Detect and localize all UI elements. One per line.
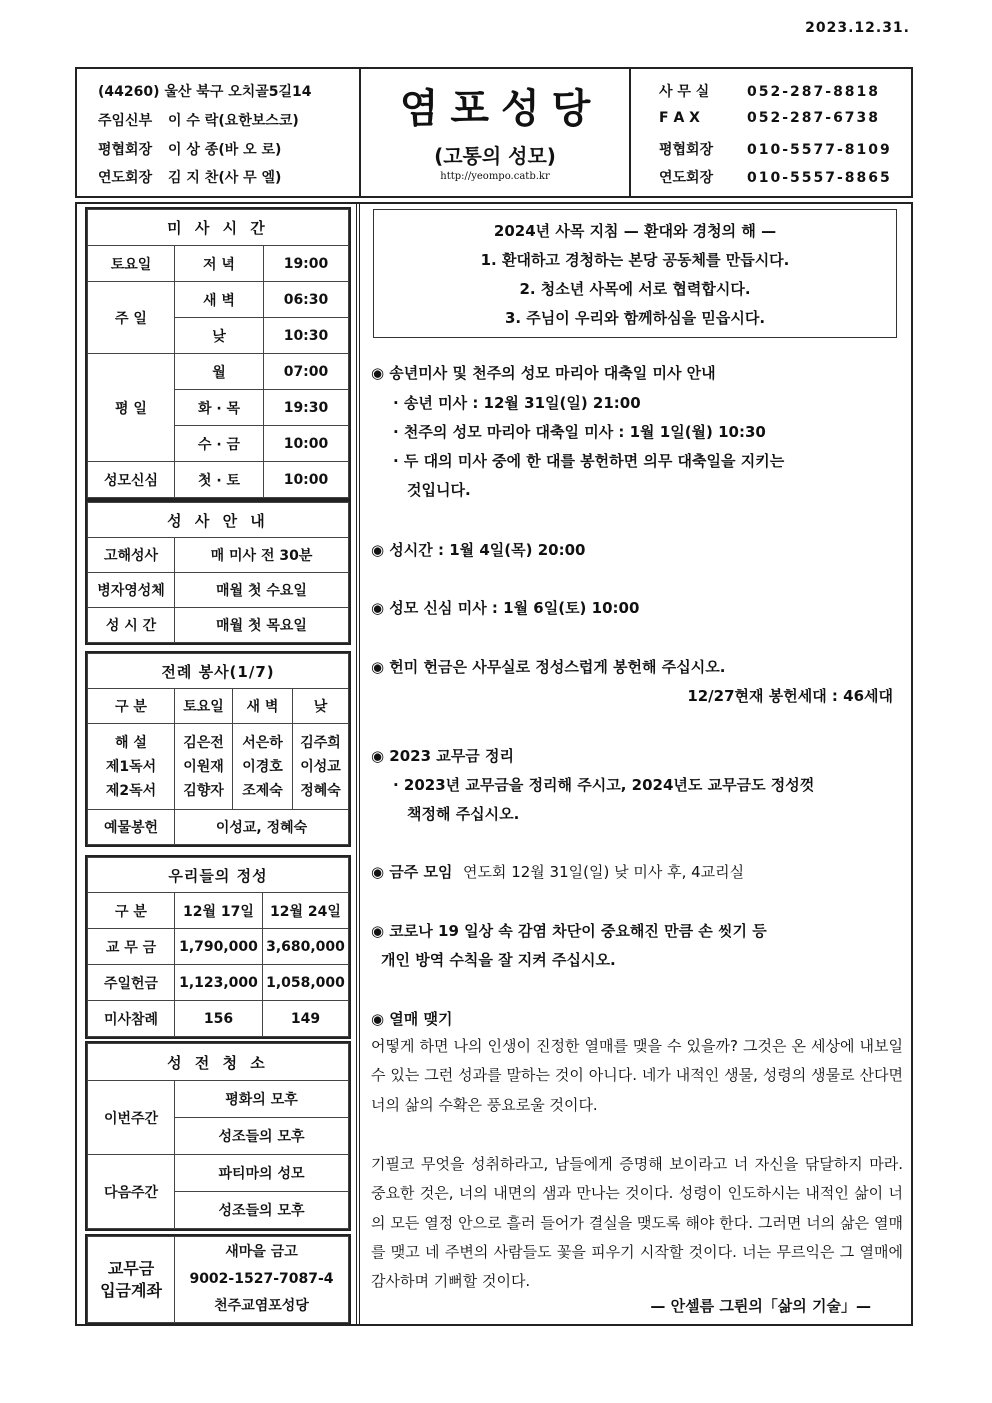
notice-bullet: · 2023년 교무금을 정리해 주시고, 2024년도 교무금도 정성껏 [393, 776, 815, 794]
notice-heading: ◉ 코로나 19 일상 속 감염 차단이 중요해진 만큼 손 씻기 등 [371, 922, 767, 940]
sacrament-table [85, 500, 351, 645]
liturgy-header: 구 분 [88, 689, 175, 724]
sacrament-time: 매월 첫 목요일 [175, 608, 349, 643]
sacrament-name: 성 시 간 [88, 608, 175, 643]
reflection-paragraph: 어떻게 하면 나의 인생이 진정한 열매를 맺을 수 있을까? 그것은 온 세상에 내보일 수 있는 그런 성과를 말하는 것이 아니다. 네가 내적인 생물, 성령의 생물로 산다면 너의 삶의 수확은 풍요로울 것이다. [371, 1037, 903, 1114]
pastoral-policy-box [373, 209, 897, 338]
parish-subtitle: (고통의 성모) [434, 144, 556, 168]
notice-heading: ◉ 송년미사 및 천주의 성모 마리아 대축일 미사 안내 [371, 364, 716, 382]
offering-names: 이성교, 정혜숙 [175, 810, 349, 845]
offering-households: 12/27현재 봉헌세대 : 46세대 [687, 687, 893, 705]
cleaning-this-week: 이번주간 [88, 1081, 175, 1155]
fax-number: F A X 052-287-6738 [659, 110, 881, 126]
column-divider [356, 204, 360, 1324]
offering-label: 예물봉헌 [88, 810, 175, 845]
donation-value: 156 [175, 1001, 263, 1037]
elders-row: 연도회장 김 지 찬(사 무 엘) [98, 170, 282, 186]
donation-header: 12월 24일 [263, 893, 349, 929]
notice-heading: ◉ 헌미 헌금은 사무실로 정성스럽게 봉헌해 주십시오. [371, 658, 726, 676]
account-table [85, 1234, 351, 1325]
cleaning-group: 성조들의 모후 [175, 1118, 349, 1155]
notice-bullet: 것입니다. [407, 481, 471, 499]
donation-value: 149 [263, 1001, 349, 1037]
notice-heading: ◉ 열매 맺기 [371, 1010, 453, 1028]
council-phone: 평협회장 010-5577-8109 [659, 142, 892, 158]
mass-time: 10:00 [264, 462, 349, 498]
cleaning-next-week: 다음주간 [88, 1155, 175, 1229]
donation-label: 주일헌금 [88, 965, 175, 1001]
donation-value: 1,123,000 [175, 965, 263, 1001]
mass-day: 평 일 [88, 354, 175, 462]
sacrament-name: 고해성사 [88, 538, 175, 573]
account-bank: 새마을 금고 [225, 1244, 298, 1260]
account-holder: 천주교염포성당 [214, 1298, 309, 1314]
mass-slot: 화 · 목 [175, 390, 264, 426]
cleaning-table [85, 1041, 351, 1231]
liturgy-roles: 해 설 제1독서 제2독서 [88, 724, 175, 810]
account-details [175, 1237, 349, 1323]
liturgy-title: 전례 봉사(1/7) [88, 654, 349, 689]
donation-title: 우리들의 정성 [88, 858, 349, 893]
donation-value: 3,680,000 [263, 929, 349, 965]
mass-time: 07:00 [264, 354, 349, 390]
cleaning-group: 평화의 모후 [175, 1081, 349, 1118]
donation-table [85, 855, 351, 1039]
mass-time: 19:00 [264, 246, 349, 282]
mass-slot: 낮 [175, 318, 264, 354]
account-label: 교무금 입금계좌 [88, 1237, 175, 1323]
parish-title-block [359, 69, 631, 196]
liturgy-header: 새 벽 [233, 689, 293, 724]
reflection-paragraph: 기필코 무엇을 성취하라고, 남들에게 증명해 보이라고 너 자신을 닦달하지 마라. 중요한 것은, 너의 내면의 샘과 만나는 것이다. 성령이 인도하시는 내적인 삶이 너의 모든 열정 안으로 흘러 들어가 결실을 맺도록 해야 한다. 그러면 너의 삶은 열매를 맺고 네 주변의 사람들도 꽃을 피우기 시작할 것이다. 너는 무르익은 그 열매에 감사하며 기뻐할 것이다. [371, 1155, 903, 1291]
notice-bullet: · 두 대의 미사 중에 한 대를 봉헌하면 의무 대축일을 지키는 [393, 452, 785, 470]
account-number: 9002-1527-7087-4 [189, 1271, 334, 1287]
liturgy-header: 낮 [293, 689, 349, 724]
contact-info [633, 69, 913, 196]
notice-bullet: 책정해 주십시오. [407, 805, 520, 823]
mass-day: 토요일 [88, 246, 175, 282]
cleaning-title: 성 전 청 소 [88, 1044, 349, 1081]
mass-slot: 새 벽 [175, 282, 264, 318]
sacrament-title: 성 사 안 내 [88, 503, 349, 538]
donation-value: 1,058,000 [263, 965, 349, 1001]
mass-time: 06:30 [264, 282, 349, 318]
policy-item: 2. 청소년 사목에 서로 협력합시다. [519, 280, 751, 298]
reflection-source: — 안셀름 그륀의「삶의 기술」— [650, 1297, 871, 1315]
bulletin-date: 2023.12.31. [805, 20, 910, 36]
cleaning-group: 파티마의 성모 [175, 1155, 349, 1192]
donation-label: 미사참례 [88, 1001, 175, 1037]
mass-slot: 월 [175, 354, 264, 390]
mass-times-table [85, 207, 351, 500]
liturgy-saturday: 김은전 이원재 김향자 [175, 724, 233, 810]
donation-header: 구 분 [88, 893, 175, 929]
parish-info [77, 69, 359, 196]
policy-title: 2024년 사목 지침 — 환대와 경청의 해 — [493, 222, 777, 240]
parish-url[interactable]: http://yeompo.catb.kr [440, 171, 550, 182]
policy-item: 3. 주님이 우리와 함께하심을 믿읍시다. [504, 309, 766, 327]
notice-heading: 개인 방역 수칙을 잘 지켜 주십시오. [381, 951, 616, 969]
elders-phone: 연도회장 010-5557-8865 [659, 170, 892, 186]
parish-title: 염포성당 [399, 86, 603, 132]
sacrament-time: 매 미사 전 30분 [175, 538, 349, 573]
bulletin-header [75, 67, 913, 198]
mass-time: 19:30 [264, 390, 349, 426]
mass-time: 10:00 [264, 426, 349, 462]
bulletin-body [75, 202, 913, 1326]
policy-item: 1. 환대하고 경청하는 본당 공동체를 만듭시다. [480, 251, 790, 269]
notice-bullet: · 송년 미사 : 12월 31일(일) 21:00 [393, 394, 641, 412]
notice-bullet: · 천주의 성모 마리아 대축일 미사 : 1월 1일(월) 10:30 [393, 423, 766, 441]
liturgy-dawn: 서은하 이경호 조제숙 [233, 724, 293, 810]
mass-times-title: 미 사 시 간 [88, 210, 349, 246]
sacrament-time: 매월 첫 수요일 [175, 573, 349, 608]
cleaning-group: 성조들의 모후 [175, 1192, 349, 1229]
mass-day: 주 일 [88, 282, 175, 354]
liturgy-header: 토요일 [175, 689, 233, 724]
donation-label: 교 무 금 [88, 929, 175, 965]
liturgy-service-table [85, 651, 351, 847]
donation-header: 12월 17일 [175, 893, 263, 929]
mass-day: 성모신심 [88, 462, 175, 498]
mass-slot: 첫 · 토 [175, 462, 264, 498]
liturgy-day: 김주희 이성교 정혜숙 [293, 724, 349, 810]
notice-heading: ◉ 성모 신심 미사 : 1월 6일(토) 10:00 [371, 599, 640, 617]
pastor-row: 주임신부 이 수 락(요한보스코) [98, 113, 299, 129]
sacrament-name: 병자영성체 [88, 573, 175, 608]
notice-heading: ◉ 성시간 : 1월 4일(목) 20:00 [371, 541, 586, 559]
parish-address: (44260) 울산 북구 오치골5길14 [98, 84, 312, 100]
office-phone: 사 무 실 052-287-8818 [659, 84, 881, 100]
mass-slot: 수 · 금 [175, 426, 264, 462]
donation-value: 1,790,000 [175, 929, 263, 965]
council-row: 평협회장 이 상 종(바 오 로) [98, 142, 282, 158]
notice-heading: ◉ 2023 교무금 정리 [371, 747, 514, 765]
mass-slot: 저 녁 [175, 246, 264, 282]
mass-time: 10:30 [264, 318, 349, 354]
notice-heading: ◉ 금주 모임 연도회 12월 31일(일) 낮 미사 후, 4교리실 [371, 863, 745, 881]
